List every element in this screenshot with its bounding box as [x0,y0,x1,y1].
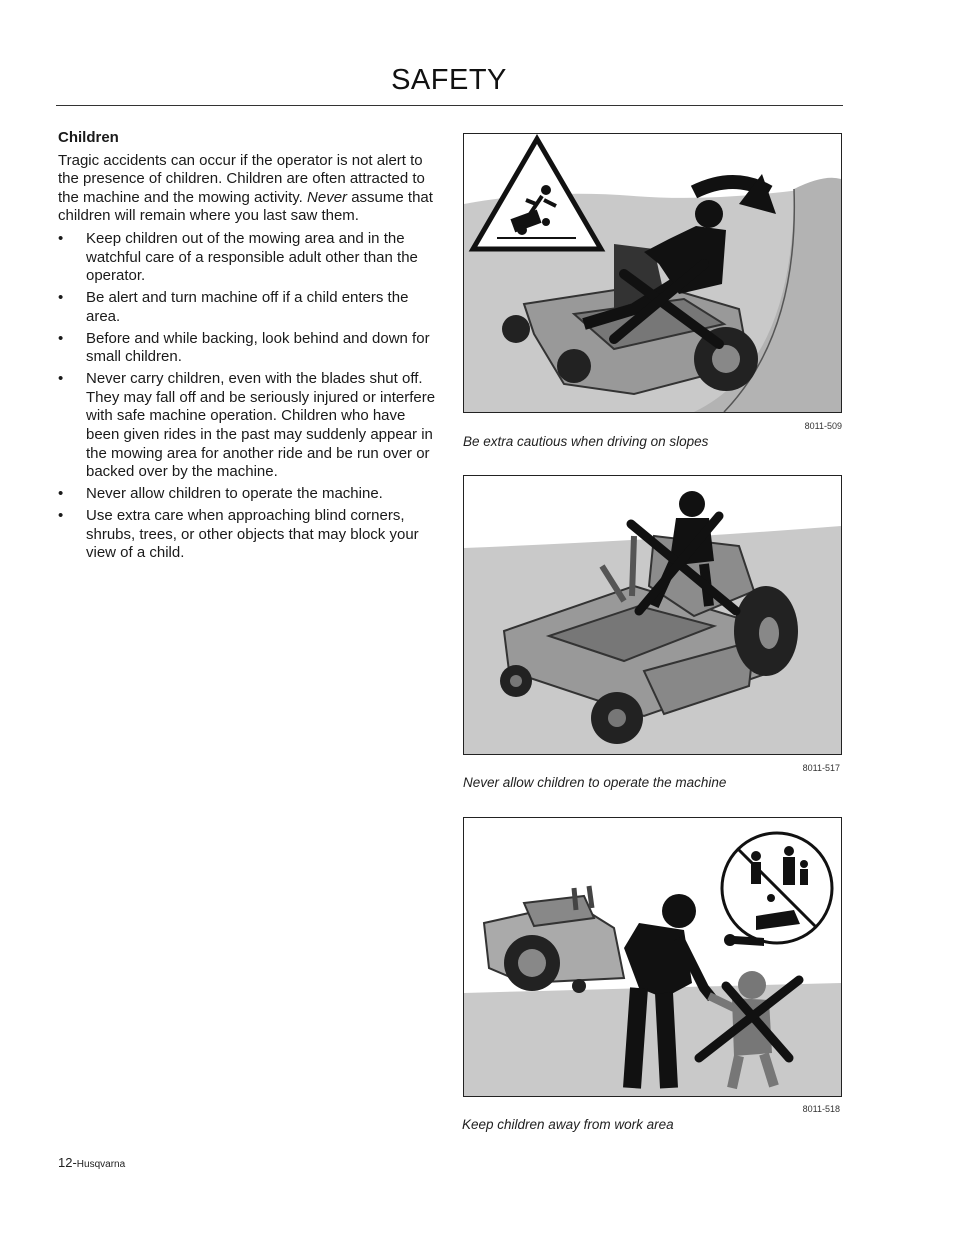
bullet-icon: • [58,289,64,307]
list-item [58,370,438,482]
bullet-icon: • [58,329,64,347]
page-footer [58,1155,125,1170]
background-mower [484,886,624,993]
figure-caption: Keep children away from work area [462,1117,674,1132]
bullet-icon: • [58,507,64,525]
figure-caption: Be extra cautious when driving on slopes [463,434,709,449]
footer-brand: Husqvarna [76,1159,126,1170]
intro-paragraph [58,152,438,226]
title-divider [56,105,843,106]
section-heading: Children [58,129,119,146]
intro-emphasis: Never [307,188,348,206]
bullet-text: Keep children out of the mowing area and in the watchful care of a responsible adult other than the operator. [86,229,418,285]
slope-warning-figure [463,133,842,413]
children-section [58,129,438,566]
list-item [58,289,438,326]
bullet-text: Never carry children, even with the blades shut off. They may fall off and be seriously injured or interfere with safe machine operation. Children who have been given rides in the past may suddenly appear in the mowing area for another ride and be run over or backed over by the machine. [86,370,436,481]
list-item [58,507,438,563]
intro-text-2: assume that children will remain where you last saw them. [58,188,433,225]
child-operator-figure [463,475,842,755]
safety-bullet-list [58,230,438,563]
bullet-icon: • [58,229,64,247]
figure-code: 8011-509 [804,421,842,431]
intro-text-1: Tragic accidents can occur if the operator is not alert to the presence of children. Children are often attracted to the machine and the mowing activity. [58,151,425,206]
child-operator-prohibited-illustration [464,476,841,754]
page-number: 12- [58,1155,77,1170]
figure-caption: Never allow children to operate the machine [463,775,727,790]
no-entry-sign-icon [722,833,832,946]
figure-code: 8011-517 [802,763,840,773]
keep-children-away-illustration [464,818,841,1096]
slope-warning-illustration [464,134,841,412]
bullet-text: Use extra care when approaching blind corners, shrubs, trees, or other objects that may block your view of a child. [86,507,419,562]
keep-children-away-figure [463,817,842,1097]
list-item [58,330,438,367]
list-item [58,485,438,504]
bullet-icon: • [58,370,64,388]
figure-code: 8011-518 [802,1104,840,1114]
bullet-text: Before and while backing, look behind and down for small children. [86,329,430,366]
bullet-text: Be alert and turn machine off if a child enters the area. [86,289,409,325]
bullet-icon: • [58,485,64,503]
page-title: SAFETY [391,64,507,96]
list-item [58,230,438,286]
bullet-text: Never allow children to operate the machine. [86,485,383,503]
